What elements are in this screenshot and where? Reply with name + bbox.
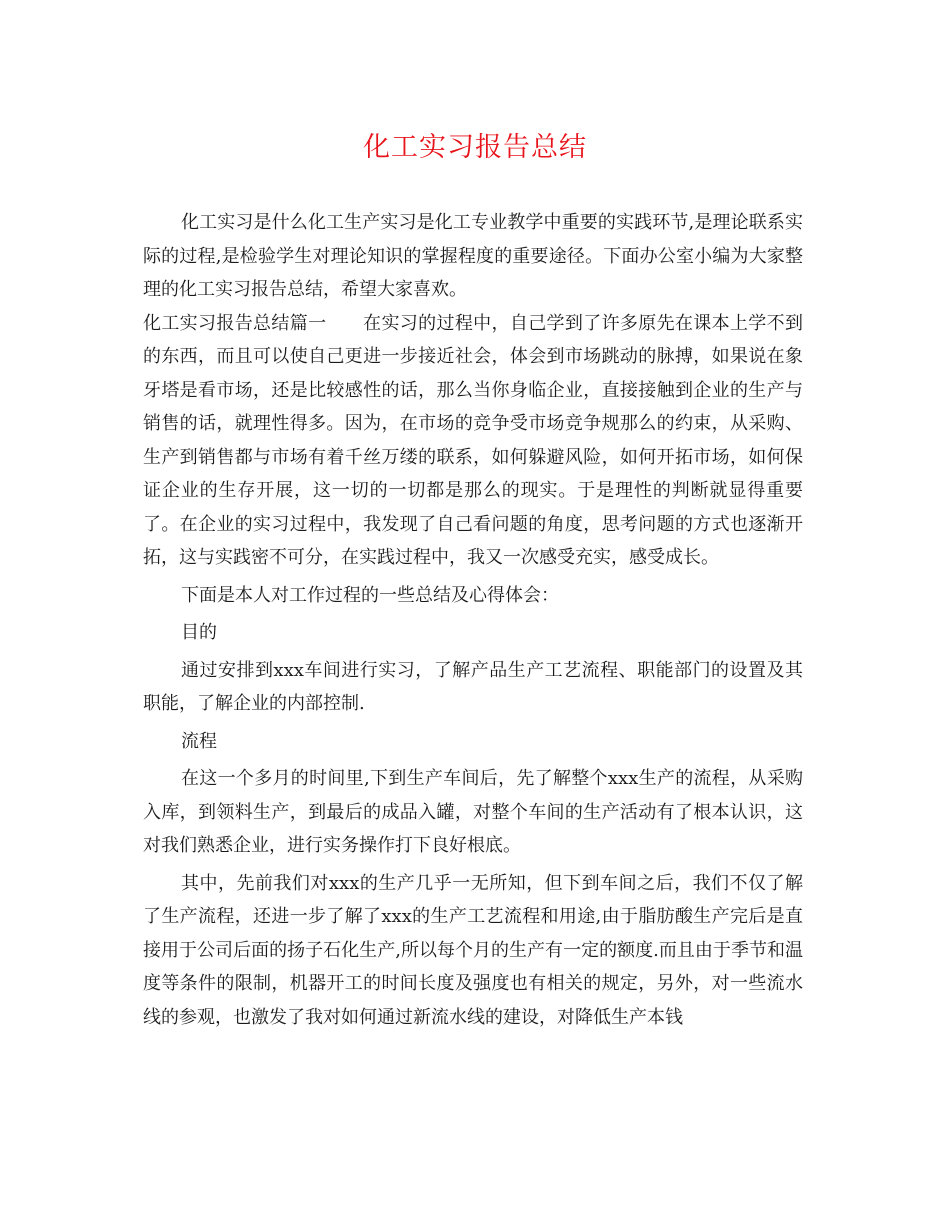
intro-paragraph: 化工实习是什么化工生产实习是化工专业教学中重要的实践环节,是理论联系实际的过程,是检验学生对理论知识的掌握程度的重要途径。下面办公室小编为大家整理的化工实习报告总结，希望大家喜欢。 [143, 212, 803, 300]
purpose-paragraph: 通过安排到xxx车间进行实习，了解产品生产工艺流程、职能部门的设置及其职能，了解企业的内部控制. [143, 659, 803, 714]
summary-intro-paragraph: 下面是本人对工作过程的一些总结及心得体会： [181, 584, 559, 606]
heading-process: 流程 [181, 730, 217, 752]
document-body [143, 206, 803, 1034]
document-title: 化工实习报告总结 [363, 132, 587, 163]
details-paragraph: 其中，先前我们对xxx的生产几乎一无所知，但下到车间之后，我们不仅了解了生产流程，还进一步了解了xxx的生产工艺流程和用途,由于脂肪酸生产完后是直接用于公司后面的扬子石化生产,所以每个月的生产有一定的额度.而且由于季节和温度等条件的限制，机器开工的时间长度及强度也有相关的规定，另外，对一些流水线的参观，也激发了我对如何通过新流水线的建设，对降低生产本钱 [143, 872, 803, 1028]
heading-purpose: 目的 [181, 622, 217, 643]
section-one-paragraph: 化工实习报告总结篇一 在实习的过程中，自己学到了许多原先在课本上学不到的东西，而且可以使自己更进一步接近社会，体会到市场跳动的脉搏，如果说在象牙塔是看市场，还是比较感性的话，那么当你身临企业，直接接触到企业的生产与销售的话，就理性得多。因为，在市场的竞争受市场竞争规那么的约束，从采购、生产到销售都与市场有着千丝万缕的联系，如何躲避风险，如何开拓市场，如何保证企业的生存开展，这一切的一切都是那么的现实。于是理性的判断就显得重要了。在企业的实习过程中，我发现了自己看问题的角度，思考问题的方式也逐渐开拓，这与实践密不可分，在实践过程中，我又一次感受充实，感受成长。 [143, 312, 803, 568]
process-paragraph: 在这一个多月的时间里,下到生产车间后，先了解整个xxx生产的流程，从采购入库，到领料生产，到最后的成品入罐，对整个车间的生产活动有了根本认识，这对我们熟悉企业，进行实务操作打下良好根底。 [143, 768, 803, 856]
